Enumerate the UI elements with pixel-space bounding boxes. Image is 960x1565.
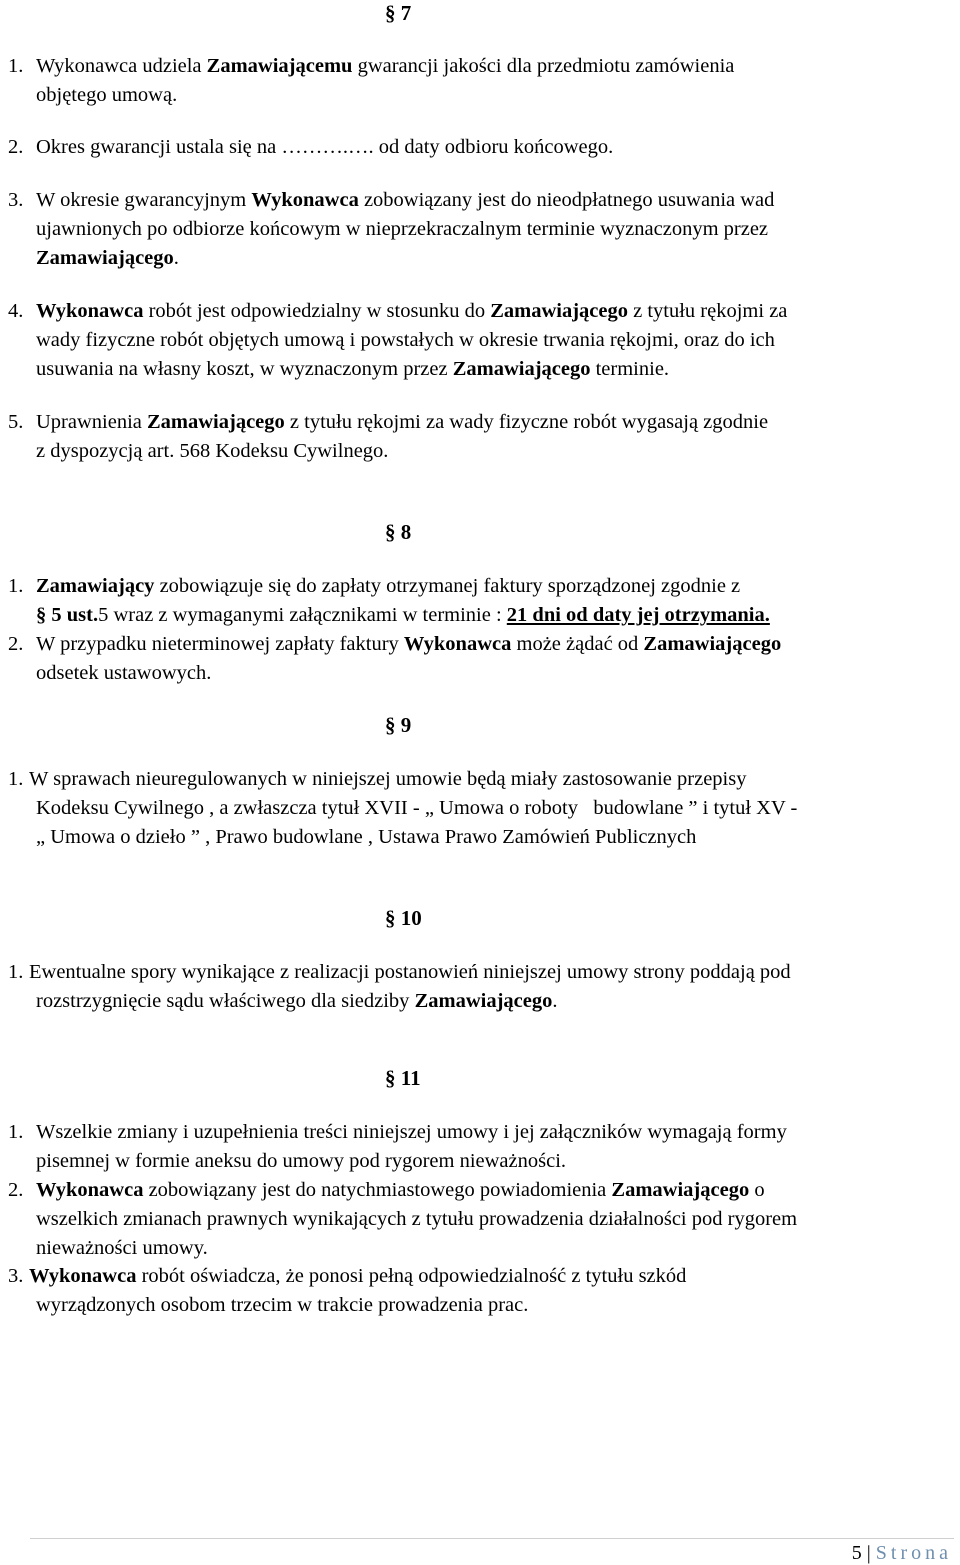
s7-p2-line-1: Okres gwarancji ustala się na ……….…. od daty odbioru końcowego. (36, 136, 614, 158)
s11-p2-line-3: nieważności umowy. (36, 1237, 208, 1259)
s7-p4-line-2: wady fizyczne robót objętych umową i powstałych w okresie trwania rękojmi, oraz do ich (36, 329, 775, 351)
s7-p3-line-3: Zamawiającego. (36, 247, 179, 269)
s7-p4-number: 4. (8, 300, 24, 322)
s7-p4-line-3: usuwania na własny koszt, w wyznaczonym przez Zamawiającego terminie. (36, 358, 670, 380)
section-8-heading: § 8 (385, 520, 412, 544)
s9-p1-line-1: W sprawach nieuregulowanych w niniejszej umowie będą miały zastosowanie przepisy (29, 768, 747, 790)
s8-p1-line-1: Zamawiający zobowiązuje się do zapłaty otrzymanej faktury sporządzonej zgodnie z (36, 575, 741, 597)
section-9-heading: § 9 (385, 713, 412, 737)
s7-p4-line-1: Wykonawca robót jest odpowiedzialny w stosunku do Zamawiającego z tytułu rękojmi za (36, 300, 788, 322)
s9-p1-number: 1. (8, 768, 24, 790)
page-number: 5 (851, 1542, 862, 1564)
s11-p2-line-1: Wykonawca zobowiązany jest do natychmiastowego powiadomienia Zamawiającego o (36, 1179, 765, 1201)
s11-p1-line-1: Wszelkie zmiany i uzupełnienia treści niniejszej umowy i jej załączników wymagają formy (36, 1121, 787, 1143)
footer-label: Strona (875, 1542, 952, 1564)
footer-divider (30, 1538, 954, 1539)
s11-p1-line-2: pisemnej w formie aneksu do umowy pod rygorem nieważności. (36, 1150, 567, 1172)
section-11-heading: § 11 (385, 1066, 421, 1090)
s8-p1-number: 1. (8, 575, 24, 597)
s11-p3-line-1: Wykonawca robót oświadcza, że ponosi pełną odpowiedzialność z tytułu szkód (29, 1265, 687, 1287)
s7-p3-line-1: W okresie gwarancyjnym Wykonawca zobowiązany jest do nieodpłatnego usuwania wad (36, 189, 775, 211)
s7-p5-number: 5. (8, 411, 24, 433)
s7-p5-line-2: z dyspozycją art. 568 Kodeksu Cywilnego. (36, 440, 389, 462)
s11-p2-line-2: wszelkich zmianach prawnych wynikających z tytułu prowadzenia działalności pod rygorem (36, 1208, 798, 1230)
s8-p2-line-1: W przypadku nieterminowej zapłaty faktury Wykonawca może żądać od Zamawiającego (36, 633, 782, 655)
s10-p1-number: 1. (8, 961, 24, 983)
s7-p2-number: 2. (8, 136, 24, 158)
s7-p1-line-2: objętego umową. (36, 84, 178, 106)
footer-separator: | (866, 1542, 871, 1564)
section-10-heading: § 10 (385, 906, 422, 930)
s7-p1-number: 1. (8, 55, 24, 77)
s11-p3-number: 3. (8, 1265, 24, 1287)
page-footer (852, 1542, 952, 1565)
s9-p1-line-3: „ Umowa o dzieło ” , Prawo budowlane , Ustawa Prawo Zamówień Publicznych (36, 826, 697, 848)
s11-p2-number: 2. (8, 1179, 24, 1201)
s7-p1-line-1: Wykonawca udziela Zamawiającemu gwarancji jakości dla przedmiotu zamówienia (36, 55, 735, 77)
s10-p1-line-1: Ewentualne spory wynikające z realizacji postanowień niniejszej umowy strony poddają pod (29, 961, 791, 983)
s11-p1-number: 1. (8, 1121, 24, 1143)
s11-p3-line-2: wyrządzonych osobom trzecim w trakcie prowadzenia prac. (36, 1294, 529, 1316)
s7-p5-line-1: Uprawnienia Zamawiającego z tytułu rękojmi za wady fizyczne robót wygasają zgodnie (36, 411, 769, 433)
s10-p1-line-2: rozstrzygnięcie sądu właściwego dla siedziby Zamawiającego. (36, 990, 558, 1012)
s7-p3-number: 3. (8, 189, 24, 211)
s8-p2-number: 2. (8, 633, 24, 655)
s9-p1-line-2: Kodeksu Cywilnego , a zwłaszcza tytuł XVII - „ Umowa o roboty budowlane ” i tytuł XV - (36, 797, 798, 819)
s7-p3-line-2: ujawnionych po odbiorze końcowym w nieprzekraczalnym terminie wyznaczonym przez (36, 218, 769, 240)
s8-p1-line-2: § 5 ust.5 wraz z wymaganymi załącznikami w terminie : 21 dni od daty jej otrzymania. (36, 604, 770, 626)
s8-p2-line-2: odsetek ustawowych. (36, 662, 212, 684)
section-7-heading: § 7 (385, 1, 412, 25)
payment-term-underlined: 21 dni od daty jej otrzymania. (506, 604, 770, 626)
